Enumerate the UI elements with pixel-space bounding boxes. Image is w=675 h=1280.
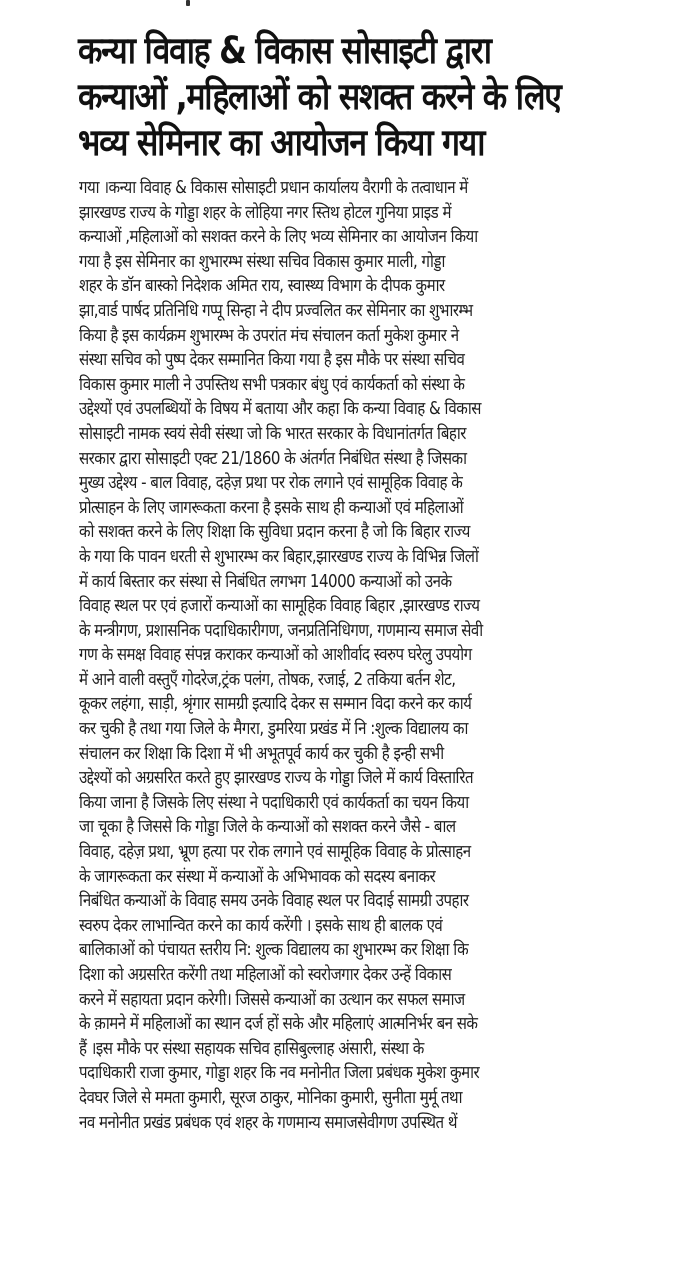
body-line: के क़ामने में महिलाओं का स्थान दर्ज हों सके और महिलाएं आत्मनिर्भर बन सके [79,1014,478,1035]
body-line: उद्देश्यों एवं उपलब्धियों के विषय में बताया और कहा कि कन्या विवाह & विकास [79,399,481,420]
body-line: सोसाइटी नामक स्वयं सेवी संस्था जो कि भारत सरकार के विधानांतर्गत बिहार [79,423,466,444]
headline-line: भव्य सेमिनार का आयोजन किया गया [78,121,485,164]
body-line: करने में सहायता प्रदान करेगी। जिससे कन्याओं का उत्थान कर सफल समाज [79,989,465,1010]
body-line: कन्याओं ,महिलाओं को सशक्त करने के लिए भव्य सेमिनार का आयोजन किया [79,227,478,248]
body-line: उद्देश्यों को अग्रसरित करते हुए झारखण्ड राज्य के गोड्डा जिले में कार्य विस्तारित [79,768,474,789]
body-line: गया ।कन्या विवाह & विकास सोसाइटी प्रधान कार्यालय वैरागी के तत्वाधान में [79,178,468,198]
body-line: गया है इस सेमिनार का शुभारम्भ संस्था सचिव विकास कुमार माली, गोड्डा [79,251,445,272]
body-line: मुख्य उद्देश्य - बाल विवाह, दहेज़ प्रथा पर रोक लगाने एवं सामूहिक विवाह के [79,473,463,494]
headline-line: कन्याओं ,महिलाओं को सशक्त करने के लिए [78,75,561,118]
body-line: के गया कि पावन धरती से शुभारम्भ कर बिहार,झारखण्ड राज्य के विभिन्न जिलों [79,546,479,567]
body-line: निबंधित कन्याओं के विवाह समय उनके विवाह स्थल पर विदाई सामग्री उपहार [79,891,469,912]
body-line: विवाह, दहेज़ प्रथा, भ्रूण हत्या पर रोक लगाने एवं सामूहिक विवाह के प्रोत्साहन [79,842,471,863]
body-line: के जागरूकता कर संस्था में कन्याओं के अभिभावक को सदस्य बनाकर [79,866,436,887]
body-line: विवाह स्थल पर एवं हजारों कन्याओं का सामूहिक विवाह बिहार ,झारखण्ड राज्य [79,596,480,617]
top-edge-mark [186,0,190,6]
body-line: सरकार द्वारा सोसाइटी एक्ट 21/1860 के अंतर्गत निबंधित संस्था है जिसका [79,448,467,469]
body-line: दिशा को अग्रसरित करेंगी तथा महिलाओं को स्वरोजगार देकर उन्हें विकास [79,965,452,985]
article-body [79,176,595,1135]
body-line: किया है इस कार्यक्रम शुभारम्भ के उपरांत मंच संचालन कर्ता मुकेश कुमार ने [79,325,459,346]
body-line: विकास कुमार माली ने उपस्तिथ सभी पत्रकार बंधु एवं कार्यकर्ता को संस्था के [79,374,465,395]
body-line: बालिकाओं को पंचायत स्तरीय नि: शुल्क विद्यालय का शुभारम्भ कर शिक्षा कि [79,940,469,961]
body-line: स्वरुप देकर लाभान्वित करने का कार्य करेंगी । इसके साथ ही बालक एवं [79,915,443,936]
body-line: झारखण्ड राज्य के गोड्डा शहर के लोहिया नगर स्तिथ होटल गुनिया प्राइड में [79,202,451,223]
body-line: शहर के डॉन बास्को निदेशक अमित राय, स्वास्थ्य विभाग के दीपक कुमार [79,276,445,297]
body-line: कूकर लहंगा, साड़ी, श्रृंगार सामग्री इत्यादि देकर स सम्मान विदा करने कर कार्य [79,694,472,715]
article-headline [78,28,585,166]
body-line: प्रोत्साहन के लिए जागरूकता करना है इसके साथ ही कन्याओं एवं महिलाओं [79,497,464,518]
body-line: जा चूका है जिससे कि गोड्डा जिले के कन्याओं को सशक्त करने जैसे - बाल [79,817,456,838]
body-line: किया जाना है जिसके लिए संस्था ने पदाधिकारी एवं कार्यकर्ता का चयन किया [79,792,469,813]
body-line: संस्था सचिव को पुष्प देकर सम्मानित किया गया है इस मौके पर संस्था सचिव [79,350,465,371]
body-line: गण के समक्ष विवाह संपन्न कराकर कन्याओं को आशीर्वाद स्वरुप घरेलु उपयोग [79,645,472,666]
body-line: के मन्त्रीगण, प्रशासनिक पदाधिकारीगण, जनप्रतिनिधिगण, गणमान्य समाज सेवी [79,620,483,641]
body-line: पदाधिकारी राजा कुमार, गोड्डा शहर कि नव मनोनीत जिला प्रबंधक मुकेश कुमार [79,1063,480,1084]
body-line: हैं ।इस मौके पर संस्था सहायक सचिव हासिबुल्लाह अंसारी, संस्था के [79,1038,424,1059]
body-line: को सशक्त करने के लिए शिक्षा कि सुविधा प्रदान करना है जो कि बिहार राज्य [79,522,470,543]
body-line: संचालन कर शिक्षा कि दिशा में भी अभूतपूर्व कार्य कर चुकी है इन्ही सभी [79,743,444,764]
headline-line: कन्या विवाह & विकास सोसाइटी द्वारा [78,29,491,72]
body-line: नव मनोनीत प्रखंड प्रबंधक एवं शहर के गणमान्य समाजसेवीगण उपस्थित थें [79,1112,457,1133]
body-line: देवघर जिले से ममता कुमारी, सूरज ठाकुर, मोनिका कुमारी, सुनीता मुर्मू तथा [79,1087,463,1108]
body-line: झा,वार्ड पार्षद प्रतिनिधि गप्पू सिन्हा ने दीप प्रज्वलित कर सेमिनार का शुभारम्भ [79,300,473,321]
body-line: में कार्य बिस्तार कर संस्था से निबंधित लगभग 14000 कन्याओं को उनके [79,571,452,592]
body-line: कर चुकी है तथा गया जिले के मैगरा, डुमरिया प्रखंड में नि :शुल्क विद्यालय का [79,719,468,740]
body-line: में आने वाली वस्तुएँ गोदरेज,ट्रंक पलंग, तोषक, रजाई, 2 तकिया बर्तन शेट, [79,669,456,690]
